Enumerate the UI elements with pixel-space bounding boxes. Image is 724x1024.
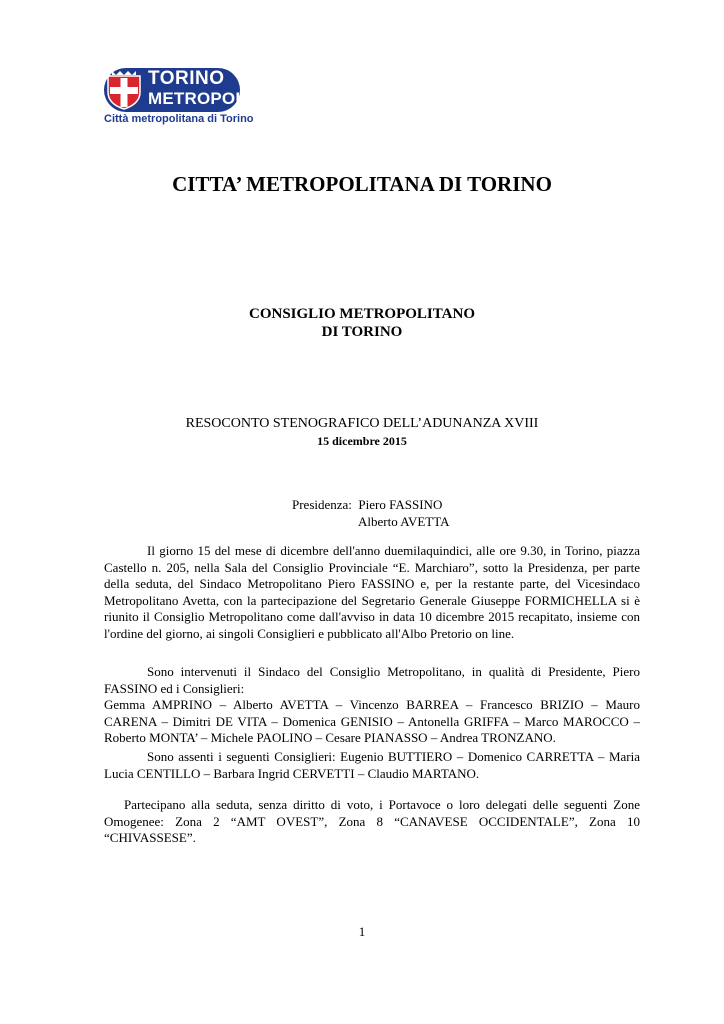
logo-text-metropoli: METROPOLI: [148, 89, 251, 108]
torino-metropoli-logo: [104, 68, 254, 130]
logo-subtitle: Città metropolitana di Torino: [104, 113, 254, 125]
presidency-name-2: Alberto AVETTA: [358, 514, 450, 529]
report-date: 15 dicembre 2015: [317, 434, 407, 448]
paragraph-session-opening: Il giorno 15 del mese di dicembre dell'anno duemilaquindici, alle ore 9.30, in Torino, piazza Castello n. 205, nella Sala del Consiglio Provinciale “E. Marchiaro”, sotto la Presidenza, per parte della seduta, del Sindaco Metropolitano Piero FASSINO e, per la restante parte, del Vicesindaco Metropolitano Avetta, con la partecipazione del Segretario Generale Giuseppe FORMICHELLA si è riunito il Consiglio Metropolitano come dall'avviso in data 10 dicembre 2015 recapitato, insieme con l'ordine del giorno, ai singoli Consiglieri e pubblicato all'Albo Pretorio on line.: [104, 543, 640, 641]
paragraph-absentees: Sono assenti i seguenti Consiglieri: Eugenio BUTTIERO – Domenico CARRETTA – Maria Lucia CENTILLO – Barbara Ingrid CERVETTI – Claudio MARTANO.: [104, 749, 640, 781]
logo-text-torino: TORINO: [148, 68, 225, 89]
page-number: 1: [358, 924, 366, 939]
presidency-name-1: Piero FASSINO: [358, 497, 443, 512]
shield-icon: [106, 70, 142, 110]
attendees-intro: Sono intervenuti il Sindaco del Consiglio Metropolitano, in qualità di Presidente, Piero FASSINO ed i Consiglieri:: [104, 664, 640, 696]
report-title: RESOCONTO STENOGRAFICO DELL’ADUNANZA XVIII: [185, 416, 539, 431]
presidency-label: Presidenza:: [292, 497, 352, 512]
paragraph-participants: Partecipano alla seduta, senza diritto di voto, i Portavoce o loro delegati delle seguenti Zone Omogenee: Zona 2 “AMT OVEST”, Zona 8 “CANAVESE OCCIDENTALE”, Zona 10 “CHIVASSESE”.: [104, 797, 640, 845]
council-title-line1: CONSIGLIO METROPOLITANO: [248, 306, 475, 322]
attendees-list: Gemma AMPRINO – Alberto AVETTA – Vincenzo BARREA – Francesco BRIZIO – Mauro CARENA – Dimitri DE VITA – Domenica GENISIO – Antonella GRIFFA – Marco MAROCCO – Roberto MONTA’ – Michele PAOLINO – Cesare PIANASSO – Andrea TRONZANO.: [104, 697, 640, 745]
paragraph-attendees: [104, 664, 640, 747]
document-title: CITTA’ METROPOLITANA DI TORINO: [172, 172, 552, 196]
council-title-line2: DI TORINO: [321, 324, 403, 340]
presidency-block: [292, 496, 450, 530]
